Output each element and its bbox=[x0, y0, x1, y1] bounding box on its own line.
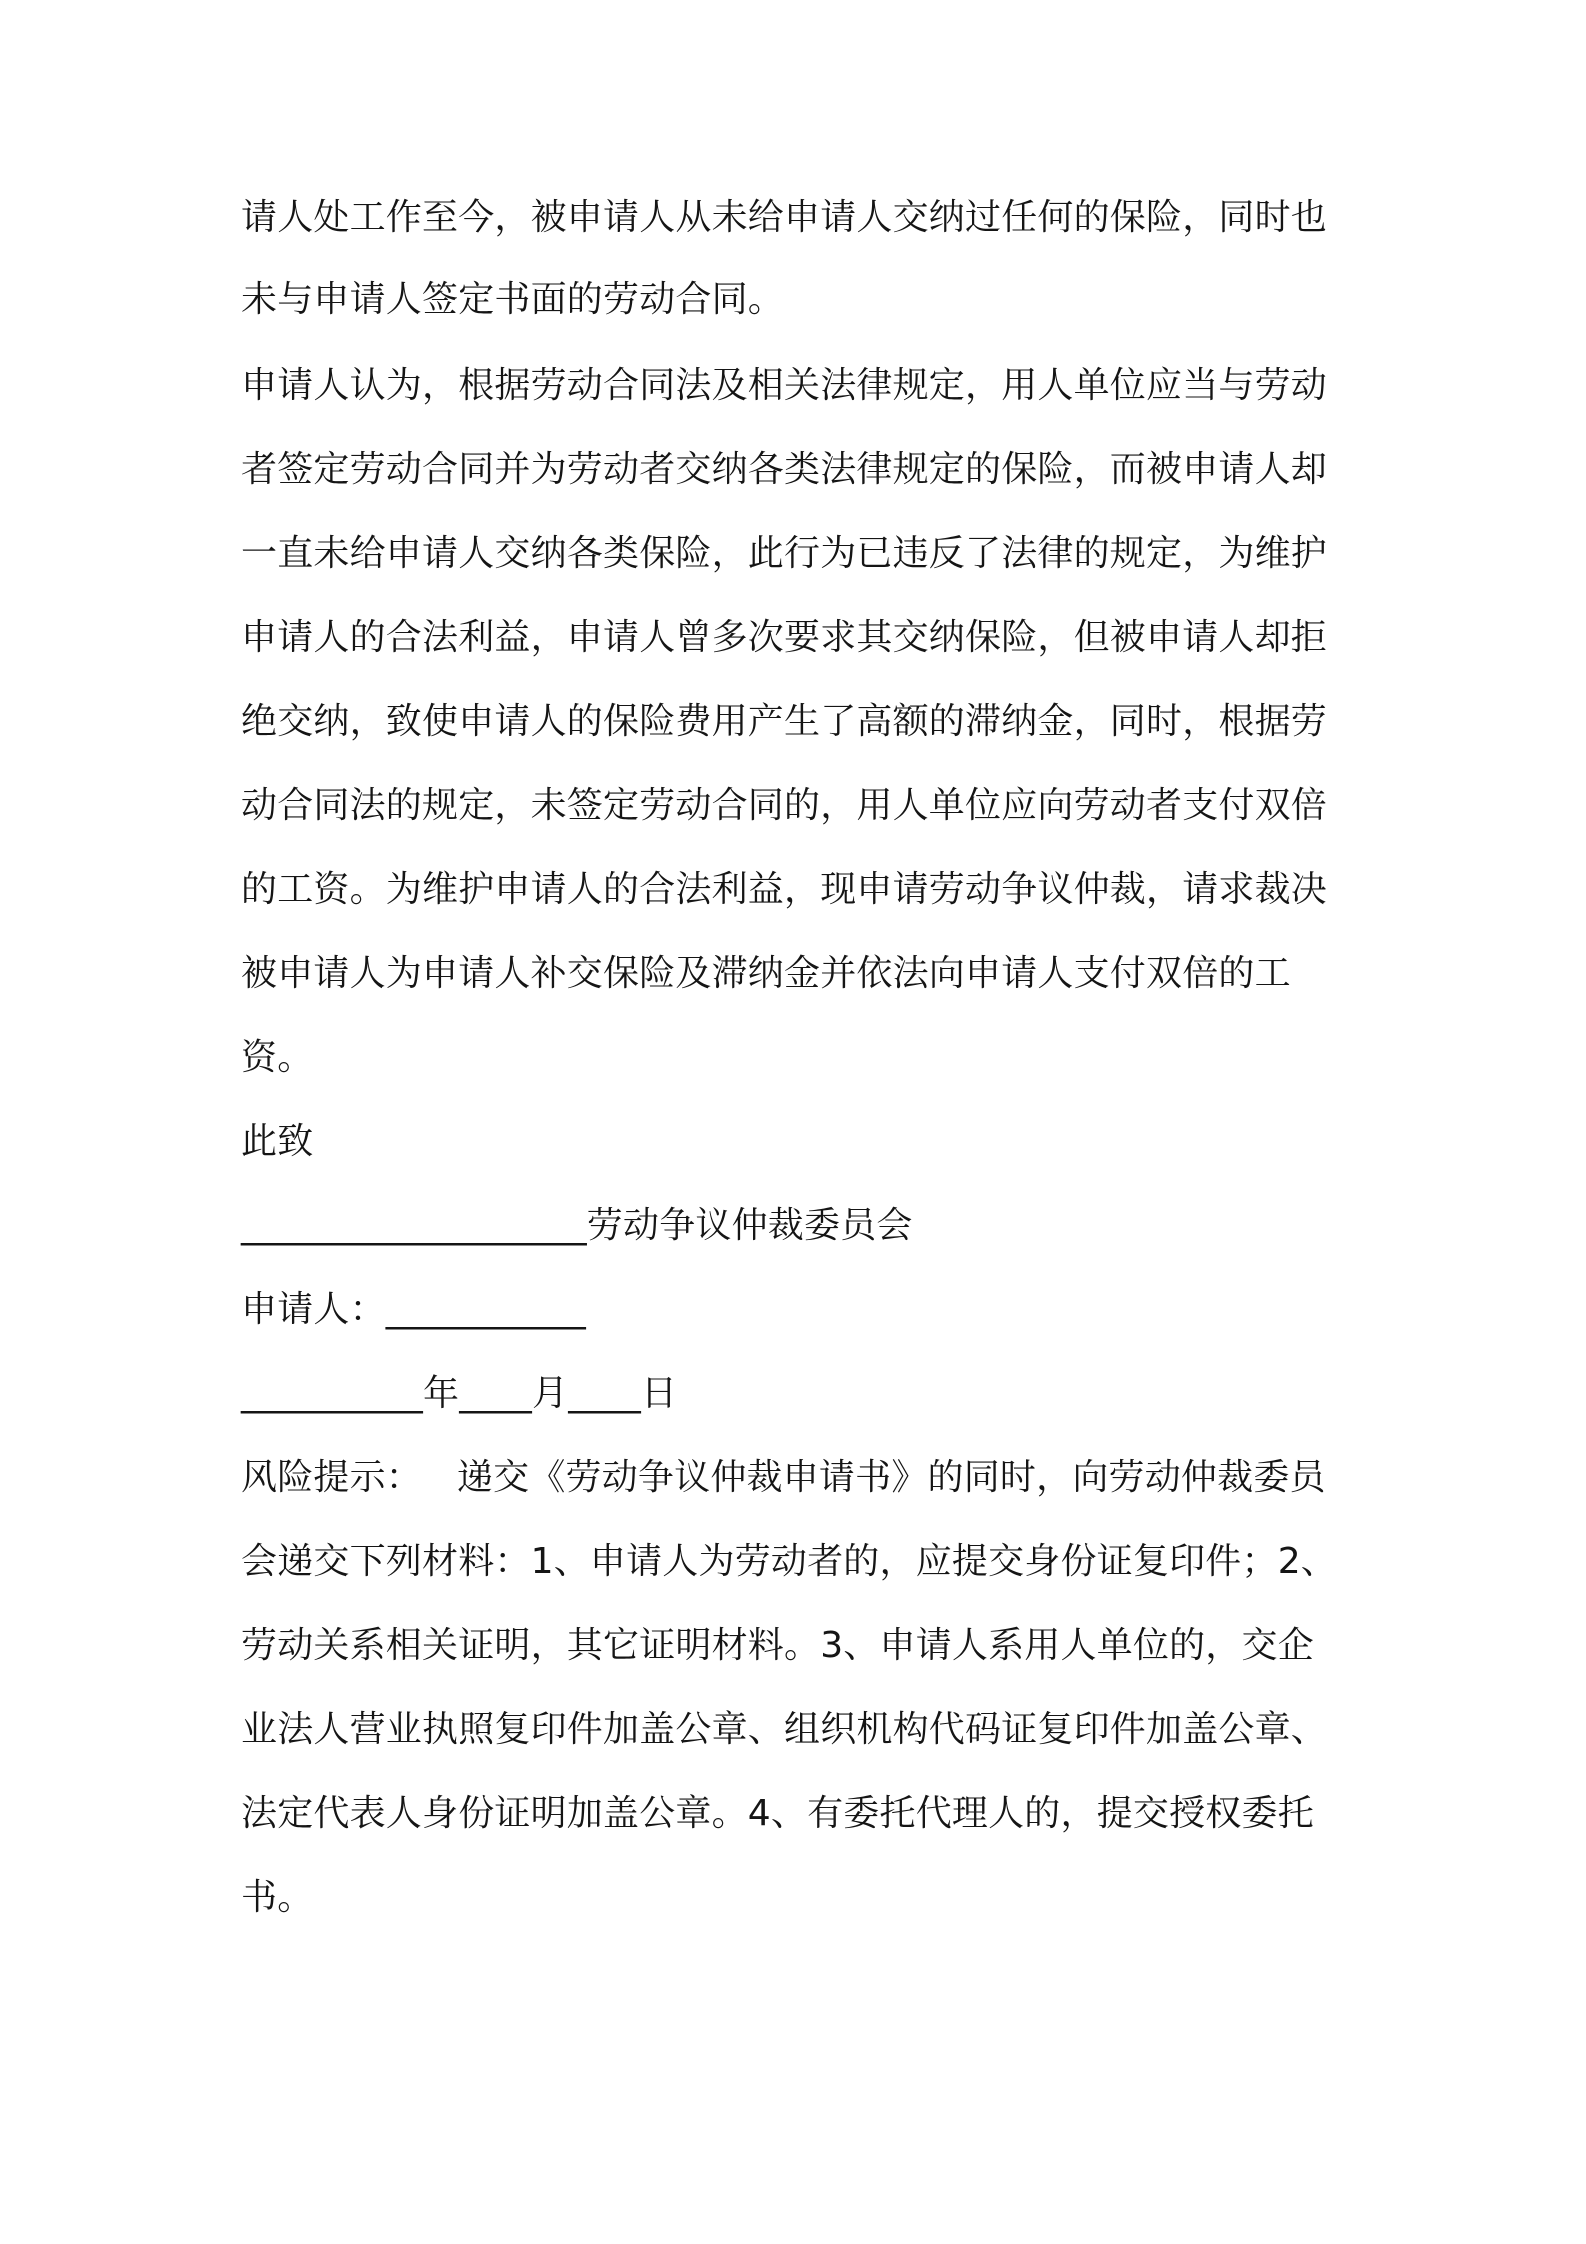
addressee-line: ___________________劳动争议仲裁委员会 bbox=[241, 1205, 913, 1246]
date-line: __________年____月____日 bbox=[241, 1373, 678, 1414]
body-line: 申请人认为，根据劳动合同法及相关法律规定，用人单位应当与劳动 bbox=[241, 365, 1328, 406]
risk-notice-line: 书。 bbox=[241, 1877, 314, 1918]
risk-notice-line: 业法人营业执照复印件加盖公章、组织机构代码证复印件加盖公章、 bbox=[241, 1709, 1328, 1750]
body-line: 绝交纳，致使申请人的保险费用产生了高额的滞纳金，同时，根据劳 bbox=[241, 701, 1328, 742]
body-line: 者签定劳动合同并为劳动者交纳各类法律规定的保险，而被申请人却 bbox=[241, 449, 1328, 490]
body-line: 资。 bbox=[241, 1037, 314, 1078]
body-line: 申请人的合法利益，申请人曾多次要求其交纳保险，但被申请人却拒 bbox=[241, 617, 1328, 658]
salutation: 此致 bbox=[241, 1121, 314, 1162]
applicant-signature-line: 申请人：___________ bbox=[241, 1289, 586, 1330]
risk-notice-line: 会递交下列材料：1、申请人为劳动者的，应提交身份证复印件；2、 bbox=[241, 1541, 1338, 1582]
risk-notice-line: 法定代表人身份证明加盖公章。4、有委托代理人的，提交授权委托 bbox=[241, 1793, 1314, 1834]
risk-notice-line: 劳动关系相关证明，其它证明材料。3、申请人系用人单位的，交企 bbox=[241, 1625, 1314, 1666]
body-line: 未与申请人签定书面的劳动合同。 bbox=[241, 279, 785, 320]
body-line: 一直未给申请人交纳各类保险，此行为已违反了法律的规定，为维护 bbox=[241, 533, 1328, 574]
body-line: 的工资。为维护申请人的合法利益，现申请劳动争议仲裁，请求裁决 bbox=[241, 869, 1328, 910]
risk-notice-line: 风险提示： 递交《劳动争议仲裁申请书》的同时，向劳动仲裁委员 bbox=[241, 1457, 1326, 1498]
body-line: 动合同法的规定，未签定劳动合同的，用人单位应向劳动者支付双倍 bbox=[241, 785, 1328, 826]
body-line: 被申请人为申请人补交保险及滞纳金并依法向申请人支付双倍的工 bbox=[241, 953, 1291, 994]
body-line: 请人处工作至今，被申请人从未给申请人交纳过任何的保险，同时也 bbox=[241, 197, 1328, 238]
